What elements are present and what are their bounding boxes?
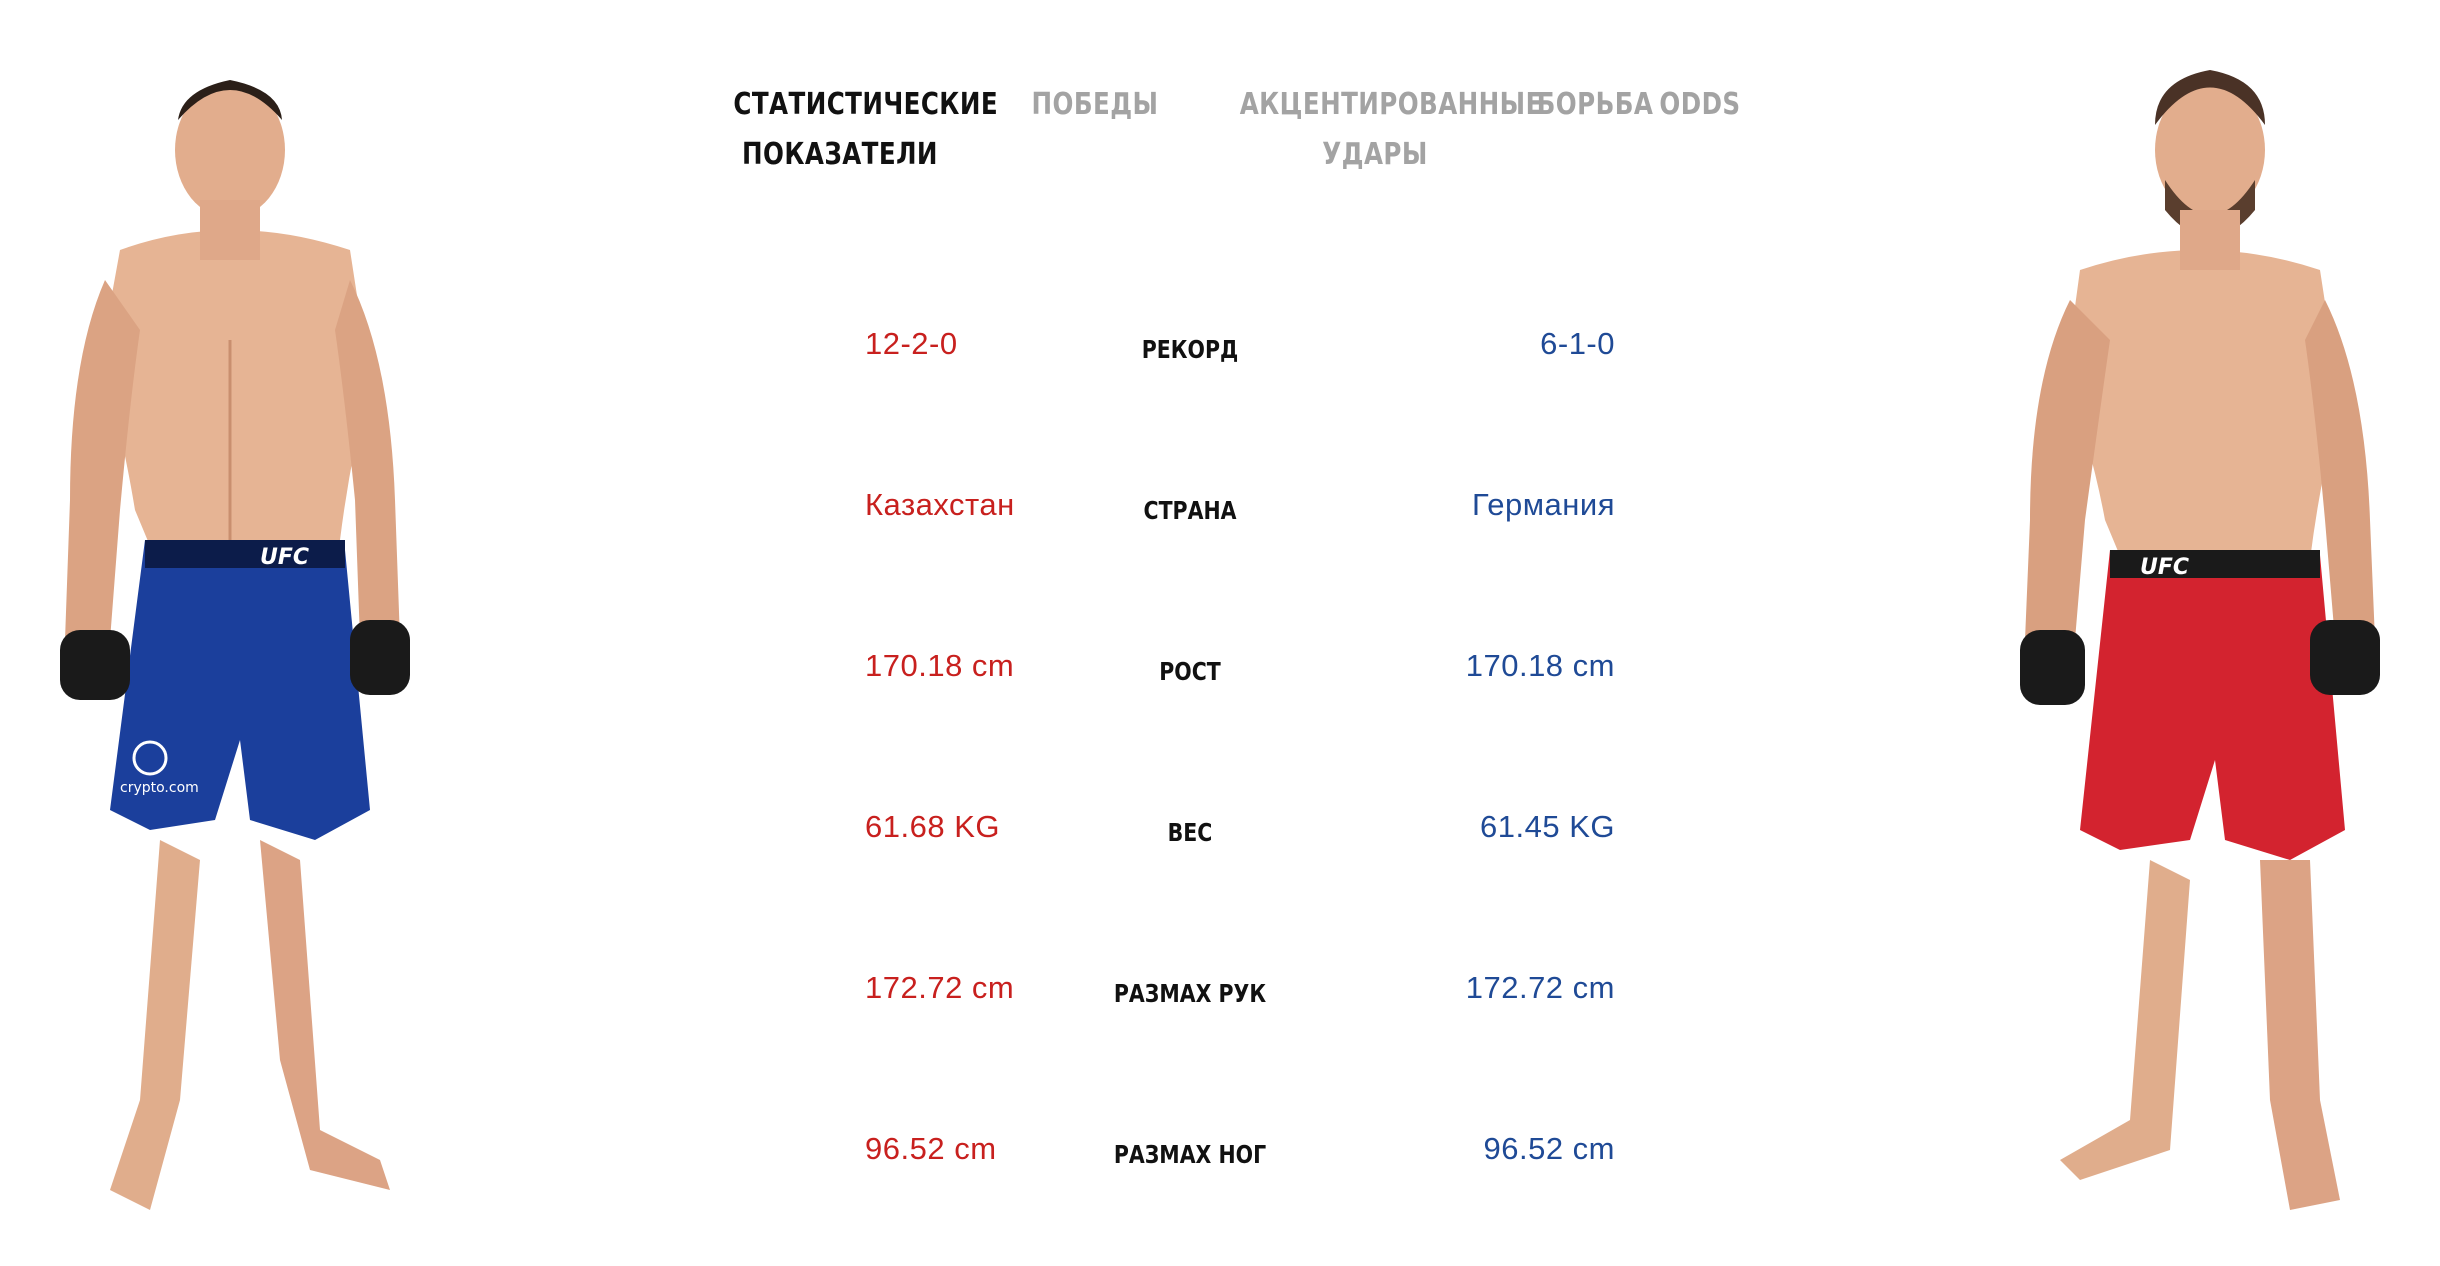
- svg-text:UFC: UFC: [260, 545, 310, 570]
- tab-significant-strikes[interactable]: АКЦЕНТИРОВАННЫЕ УДАРЫ: [1239, 87, 1543, 172]
- left-fighter-value: 172.72 cm: [865, 970, 1015, 1005]
- tab-statistics[interactable]: СТАТИСТИЧЕСКИЕ ПОКАЗАТЕЛИ: [733, 87, 999, 172]
- right-fighter-value: 96.52 cm: [1483, 1131, 1615, 1166]
- stat-label: РАЗМАХ НОГ: [1113, 1140, 1267, 1169]
- right-fighter-value: 6-1-0: [1540, 326, 1615, 361]
- stats-tabs: [733, 80, 1741, 200]
- stat-row-leg-reach: [820, 1105, 1620, 1266]
- svg-text:UFC: UFC: [2140, 555, 2190, 580]
- right-fighter-value: 172.72 cm: [1465, 970, 1615, 1005]
- left-fighter-image: [50, 40, 410, 1230]
- svg-text:crypto.com: crypto.com: [120, 780, 199, 796]
- right-fighter-value: 170.18 cm: [1465, 648, 1615, 683]
- right-fighter-value: Германия: [1472, 487, 1615, 522]
- stat-label: РОСТ: [1159, 657, 1221, 686]
- stat-row-weight: [820, 783, 1620, 944]
- left-fighter-value: 61.68 KG: [865, 809, 1000, 844]
- right-fighter-value: 61.45 KG: [1480, 809, 1615, 844]
- tab-grappling[interactable]: БОРЬБА: [1536, 87, 1654, 122]
- stat-row-reach: [820, 944, 1620, 1105]
- stat-label: ВЕС: [1167, 818, 1213, 847]
- stat-row-height: [820, 622, 1620, 783]
- right-fighter-image: [2020, 40, 2380, 1230]
- tab-odds[interactable]: ODDS: [1659, 87, 1741, 122]
- left-fighter-value: 12-2-0: [865, 326, 958, 361]
- stat-row-record: [820, 300, 1620, 461]
- stats-comparison-table: [820, 300, 1620, 1266]
- stat-label: РЕКОРД: [1141, 335, 1239, 364]
- tab-wins[interactable]: ПОБЕДЫ: [1031, 87, 1159, 122]
- stat-row-country: [820, 461, 1620, 622]
- left-fighter-value: 96.52 cm: [865, 1131, 997, 1166]
- left-fighter-value: 170.18 cm: [865, 648, 1015, 683]
- left-fighter-value: Казахстан: [865, 487, 1015, 522]
- stat-label: РАЗМАХ РУК: [1113, 979, 1267, 1008]
- stat-label: СТРАНА: [1143, 496, 1237, 525]
